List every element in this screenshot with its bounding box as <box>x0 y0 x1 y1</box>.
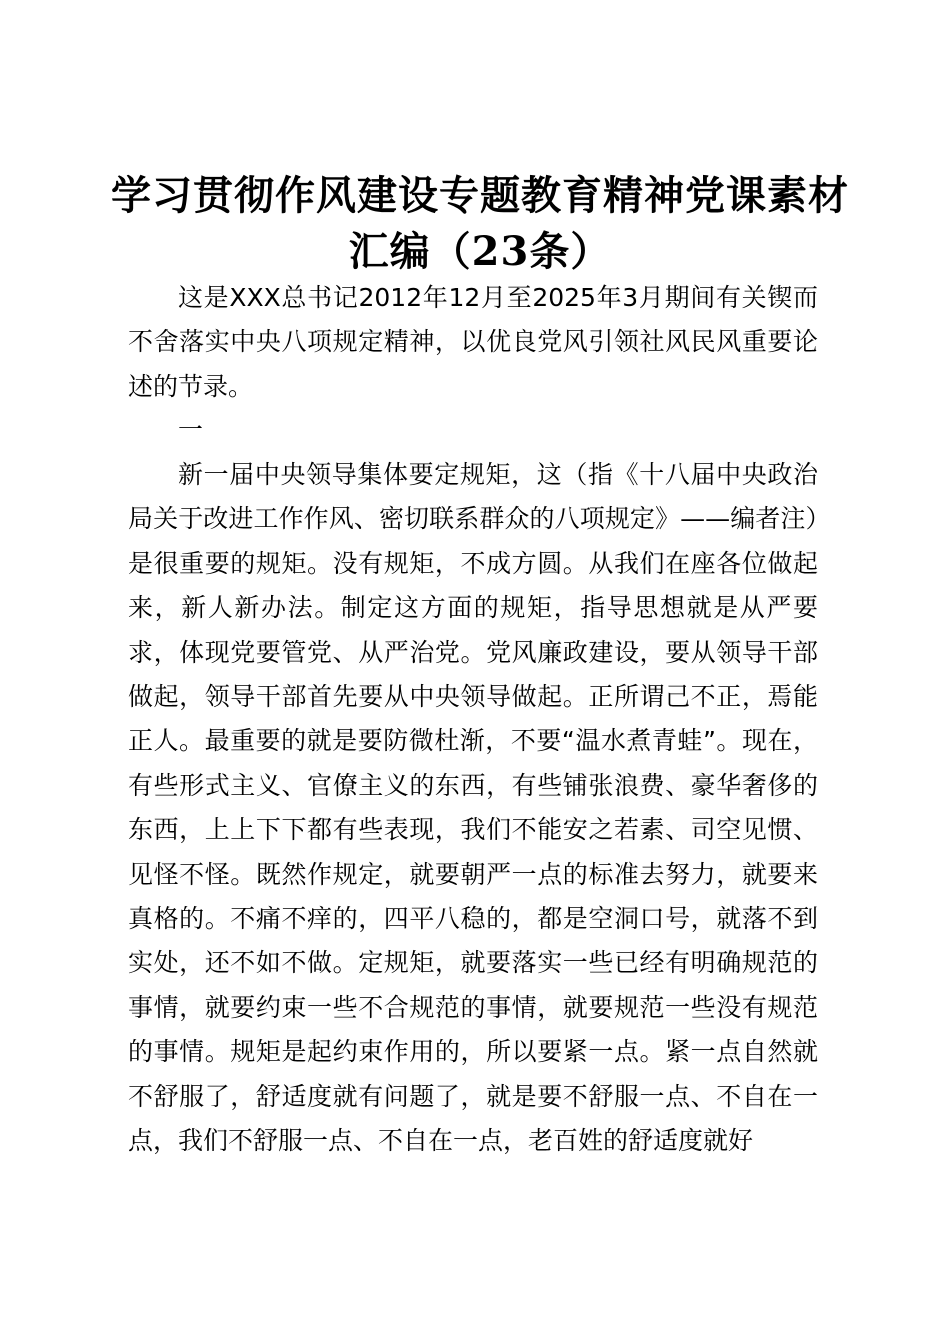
intro-paragraph: 这是XXX总书记2012年12月至2025年3月期间有关锲而不舍落实中央八项规定精神，以优良党风引领社风民风重要论述的节录。 <box>128 283 818 401</box>
body-paragraph: 新一届中央领导集体要定规矩，这（指《十八届中央政治局关于改进工作作风、密切联系群众的八项规定》——编者注）是很重要的规矩。没有规矩，不成方圆。从我们在座各位做起来，新人新办法。制定这方面的规矩，指导思想就是从严要求，体现党要管党、从严治党。党风廉政建设，要从领导干部做起，领导干部首先要从中央领导做起。正所谓己不正，焉能正人。最重要的就是要防微杜渐，不要“温水煮青蛙”。现在，有些形式主义、官僚主义的东西，有些铺张浪费、豪华奢侈的东西，上上下下都有些表现，我们不能安之若素、司空见惯、见怪不怪。既然作规定，就要朝严一点的标准去努力，就要来真格的。不痛不痒的，四平八稳的，都是空洞口号，就落不到实处，还不如不做。定规矩，就要落实一些已经有明确规范的事情，就要约束一些不合规范的事情，就要规范一些没有规范的事情。规矩是起约束作用的，所以要紧一点。紧一点自然就不舒服了，舒适度就有问题了，就是要不舒服一点、不自在一点，我们不舒服一点、不自在一点，老百姓的舒适度就好 <box>128 460 818 1156</box>
section-number: 一 <box>178 415 204 444</box>
document-title: 学习贯彻作风建设专题教育精神党课素材汇编（23条） <box>111 172 849 275</box>
